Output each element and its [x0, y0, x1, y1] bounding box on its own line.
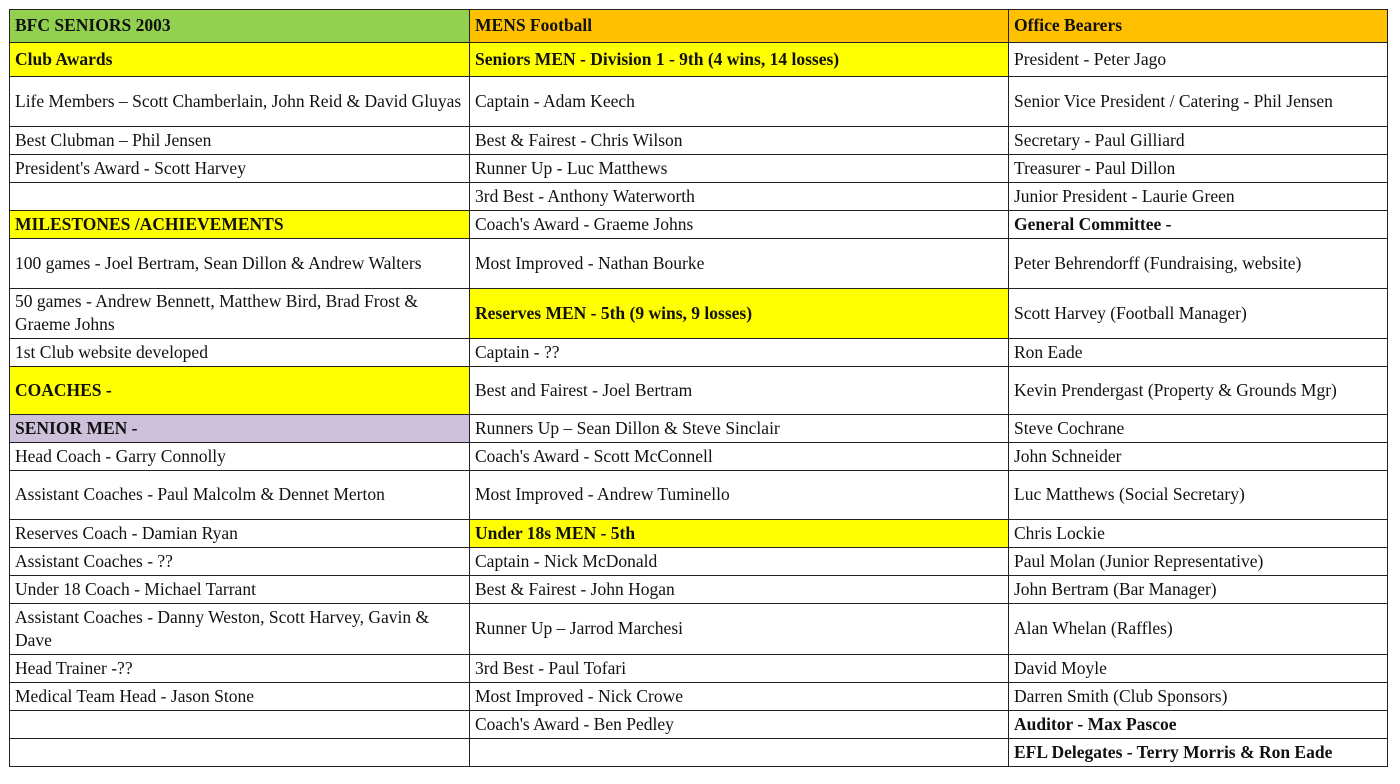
table-cell[interactable]: Coach's Award - Ben Pedley — [470, 711, 1009, 739]
header-cell-seniors[interactable]: BFC SENIORS 2003 — [10, 10, 470, 43]
table-cell[interactable]: Runner Up – Jarrod Marchesi — [470, 604, 1009, 655]
table-row — [10, 471, 1388, 520]
table-row — [10, 711, 1388, 739]
table-cell[interactable]: John Schneider — [1009, 443, 1388, 471]
table-row — [10, 576, 1388, 604]
table-row — [10, 155, 1388, 183]
table-cell[interactable]: Paul Molan (Junior Representative) — [1009, 548, 1388, 576]
table-cell[interactable]: Best & Fairest - John Hogan — [470, 576, 1009, 604]
table-row — [10, 211, 1388, 239]
table-cell[interactable]: Head Trainer -?? — [10, 655, 470, 683]
table-row — [10, 415, 1388, 443]
table-cell[interactable]: Best Clubman – Phil Jensen — [10, 127, 470, 155]
table-cell[interactable]: 50 games - Andrew Bennett, Matthew Bird, Brad Frost & Graeme Johns — [10, 289, 470, 339]
table-cell[interactable]: 3rd Best - Anthony Waterworth — [470, 183, 1009, 211]
table-cell[interactable]: Best and Fairest - Joel Bertram — [470, 367, 1009, 415]
table-cell[interactable]: Senior Vice President / Catering - Phil Jensen — [1009, 77, 1388, 127]
table-cell[interactable]: 100 games - Joel Bertram, Sean Dillon & Andrew Walters — [10, 239, 470, 289]
table-cell[interactable]: Junior President - Laurie Green — [1009, 183, 1388, 211]
table-cell[interactable]: Assistant Coaches - ?? — [10, 548, 470, 576]
table-cell[interactable]: 3rd Best - Paul Tofari — [470, 655, 1009, 683]
table-cell[interactable]: Best & Fairest - Chris Wilson — [470, 127, 1009, 155]
table-row — [10, 739, 1388, 767]
table-cell[interactable]: General Committee - — [1009, 211, 1388, 239]
table-cell[interactable] — [10, 711, 470, 739]
table-cell[interactable] — [10, 739, 470, 767]
table-row — [10, 43, 1388, 77]
table-row — [10, 548, 1388, 576]
table-cell[interactable]: Most Improved - Andrew Tuminello — [470, 471, 1009, 520]
table-row — [10, 443, 1388, 471]
table-row — [10, 655, 1388, 683]
table-cell[interactable]: Kevin Prendergast (Property & Grounds Mgr) — [1009, 367, 1388, 415]
table-cell[interactable]: Coach's Award - Graeme Johns — [470, 211, 1009, 239]
table-cell[interactable]: Club Awards — [10, 43, 470, 77]
table-row — [10, 367, 1388, 415]
table-cell[interactable]: President - Peter Jago — [1009, 43, 1388, 77]
table-row — [10, 604, 1388, 655]
table-cell[interactable]: President's Award - Scott Harvey — [10, 155, 470, 183]
table-cell[interactable]: Treasurer - Paul Dillon — [1009, 155, 1388, 183]
table-cell[interactable]: MILESTONES /ACHIEVEMENTS — [10, 211, 470, 239]
table-cell[interactable]: Alan Whelan (Raffles) — [1009, 604, 1388, 655]
table-cell[interactable]: EFL Delegates - Terry Morris & Ron Eade — [1009, 739, 1388, 767]
table-cell[interactable]: Life Members – Scott Chamberlain, John Reid & David Gluyas — [10, 77, 470, 127]
table-cell[interactable]: SENIOR MEN - — [10, 415, 470, 443]
table-cell[interactable]: Chris Lockie — [1009, 520, 1388, 548]
table-cell[interactable]: Medical Team Head - Jason Stone — [10, 683, 470, 711]
table-cell[interactable] — [470, 739, 1009, 767]
spreadsheet-table — [9, 9, 1388, 767]
table-cell[interactable]: Assistant Coaches - Paul Malcolm & Dennet Merton — [10, 471, 470, 520]
table-row — [10, 127, 1388, 155]
table-row — [10, 289, 1388, 339]
table-row — [10, 239, 1388, 289]
table-row — [10, 10, 1388, 43]
table-row — [10, 77, 1388, 127]
table-cell[interactable]: Scott Harvey (Football Manager) — [1009, 289, 1388, 339]
table-cell[interactable]: Head Coach - Garry Connolly — [10, 443, 470, 471]
header-cell-office-bearers[interactable]: Office Bearers — [1009, 10, 1388, 43]
table-cell[interactable]: Reserves MEN - 5th (9 wins, 9 losses) — [470, 289, 1009, 339]
table-cell[interactable]: Darren Smith (Club Sponsors) — [1009, 683, 1388, 711]
table-cell[interactable]: COACHES - — [10, 367, 470, 415]
table-cell[interactable]: Steve Cochrane — [1009, 415, 1388, 443]
table-cell[interactable]: Captain - Nick McDonald — [470, 548, 1009, 576]
table-cell[interactable]: Runners Up – Sean Dillon & Steve Sinclair — [470, 415, 1009, 443]
table-cell[interactable]: Auditor - Max Pascoe — [1009, 711, 1388, 739]
table-cell[interactable]: Luc Matthews (Social Secretary) — [1009, 471, 1388, 520]
table-cell[interactable]: Runner Up - Luc Matthews — [470, 155, 1009, 183]
table-cell[interactable]: Captain - ?? — [470, 339, 1009, 367]
table-cell[interactable]: Coach's Award - Scott McConnell — [470, 443, 1009, 471]
table-cell[interactable]: Reserves Coach - Damian Ryan — [10, 520, 470, 548]
table-cell[interactable]: John Bertram (Bar Manager) — [1009, 576, 1388, 604]
table-row — [10, 183, 1388, 211]
table-row — [10, 520, 1388, 548]
table-cell[interactable]: Secretary - Paul Gilliard — [1009, 127, 1388, 155]
table-cell[interactable] — [10, 183, 470, 211]
table-cell[interactable]: Ron Eade — [1009, 339, 1388, 367]
table-cell[interactable]: Under 18s MEN - 5th — [470, 520, 1009, 548]
table-cell[interactable]: Seniors MEN - Division 1 - 9th (4 wins, 14 losses) — [470, 43, 1009, 77]
table-row — [10, 339, 1388, 367]
table-cell[interactable]: Assistant Coaches - Danny Weston, Scott Harvey, Gavin & Dave — [10, 604, 470, 655]
table-row — [10, 683, 1388, 711]
table-cell[interactable]: Most Improved - Nick Crowe — [470, 683, 1009, 711]
table-cell[interactable]: David Moyle — [1009, 655, 1388, 683]
table-cell[interactable]: 1st Club website developed — [10, 339, 470, 367]
table-cell[interactable]: Captain - Adam Keech — [470, 77, 1009, 127]
table-cell[interactable]: Most Improved - Nathan Bourke — [470, 239, 1009, 289]
table-cell[interactable]: Peter Behrendorff (Fundraising, website) — [1009, 239, 1388, 289]
table-cell[interactable]: Under 18 Coach - Michael Tarrant — [10, 576, 470, 604]
header-cell-mens-football[interactable]: MENS Football — [470, 10, 1009, 43]
